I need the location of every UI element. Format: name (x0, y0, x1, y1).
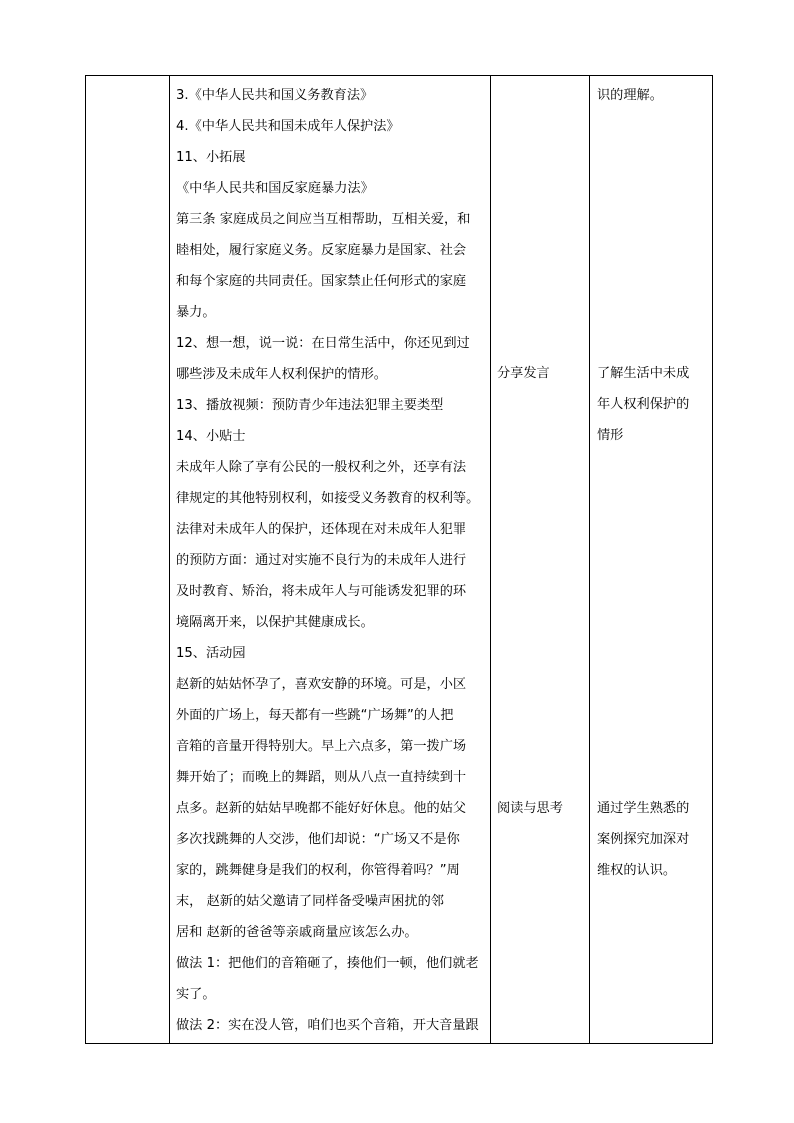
activity-read-think: 阅读与思考 (497, 801, 563, 816)
content-line: 音箱的音量开得特别大。早上六点多，第一拨广场 (176, 739, 467, 754)
content-line: 多次找跳舞的人交涉，他们却说：“广场又不是你 (176, 832, 460, 847)
content-line: 11、小拓展 (176, 150, 246, 165)
content-line: 做法 1：把他们的音箱砸了，揍他们一顿，他们就老 (176, 956, 479, 971)
content-line: 律规定的其他特别权利，如接受义务教育的权利等。 (176, 491, 480, 506)
intent-line: 维权的认识。 (597, 863, 677, 878)
design-intent-top (597, 80, 710, 111)
content-line: 哪些涉及未成年人权利保护的情形。 (176, 367, 387, 382)
design-intent-rights (597, 358, 710, 451)
design-intent-case (597, 793, 710, 886)
content-line: 末， 赵新的姑父邀请了同样备受噪声困扰的邻 (176, 894, 444, 909)
content-line: 及时教育、矫治，将未成年人与可能诱发犯罪的环 (176, 584, 467, 599)
activity-share-speech: 分享发言 (497, 366, 550, 381)
content-line: 居和 赵新的爸爸等亲戚商量应该怎么办。 (176, 925, 418, 940)
teaching-content-cell (170, 76, 491, 1044)
content-line: 3.《中华人民共和国义务教育法》 (176, 88, 374, 103)
content-line: 《中华人民共和国反家庭暴力法》 (176, 181, 374, 196)
content-line: 14、小贴士 (176, 429, 246, 444)
content-line: 的预防方面：通过对实施不良行为的未成年人进行 (176, 553, 467, 568)
content-line: 法律对未成年人的保护，还体现在对未成年人犯罪 (176, 522, 467, 537)
content-line: 13、播放视频：预防青少年违法犯罪主要类型 (176, 398, 444, 413)
intent-line: 情形 (597, 428, 624, 443)
content-line: 12、想一想，说一说：在日常生活中，你还见到过 (176, 336, 470, 351)
stage-cell (86, 76, 170, 1044)
content-line: 第三条 家庭成员之间应当互相帮助，互相关爱，和 (176, 212, 471, 227)
content-line: 4.《中华人民共和国未成年人保护法》 (176, 119, 400, 134)
content-line: 赵新的姑姑怀孕了，喜欢安静的环境。可是，小区 (176, 677, 467, 692)
content-line: 暴力。 (176, 305, 216, 320)
content-line: 实了。 (176, 987, 216, 1002)
content-lines (176, 80, 488, 1041)
content-line: 舞开始了；而晚上的舞蹈，则从八点一直持续到十 (176, 770, 467, 785)
content-line: 境隔离开来，以保护其健康成长。 (176, 615, 374, 630)
content-line: 睦相处，履行家庭义务。反家庭暴力是国家、社会 (176, 243, 467, 258)
intent-line: 年人权利保护的 (597, 397, 690, 412)
content-line: 外面的广场上，每天都有一些跳“广场舞”的人把 (176, 708, 454, 723)
content-line: 和每个家庭的共同责任。国家禁止任何形式的家庭 (176, 274, 467, 289)
content-line: 点多。赵新的姑姑早晚都不能好好休息。他的姑父 (176, 801, 467, 816)
student-activity-cell (491, 76, 590, 1044)
intent-line: 识的理解。 (597, 88, 663, 103)
content-line: 15、活动园 (176, 646, 246, 661)
table-row (86, 76, 713, 1044)
lesson-table (85, 75, 713, 1044)
intent-line: 了解生活中未成 (597, 366, 690, 381)
design-intent-cell (590, 76, 713, 1044)
content-line: 家的，跳舞健身是我们的权利，你管得着吗？”周 (176, 863, 460, 878)
content-line: 做法 2：实在没人管，咱们也买个音箱，开大音量跟 (176, 1018, 479, 1033)
intent-line: 案例探究加深对 (597, 832, 690, 847)
intent-line: 通过学生熟悉的 (597, 801, 690, 816)
content-line: 未成年人除了享有公民的一般权利之外，还享有法 (176, 460, 467, 475)
